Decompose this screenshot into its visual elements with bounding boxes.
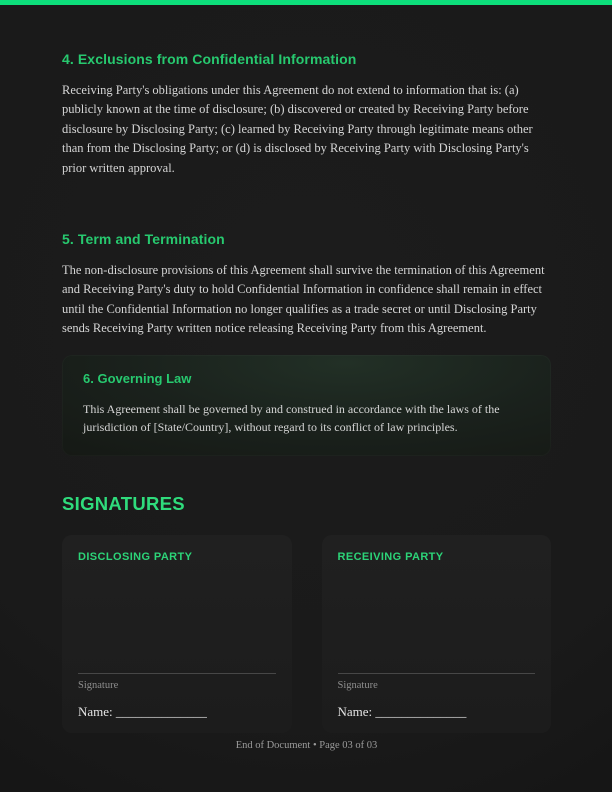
- section-term-termination: [62, 231, 551, 339]
- name-line: Name: ______________: [78, 703, 207, 719]
- signature-line: [338, 673, 536, 674]
- governing-law-callout: [62, 355, 551, 456]
- page-content: [0, 5, 612, 751]
- section-body-exclusions: Receiving Party's obligations under this Agreement do not extend to information that is: (a) publicly known at the time of disclosure; (b) discovered or created by Receiving Party before disclosure by Disclosing Party; (c) learned by Receiving Party through legitimate means other than from the Disclosing Party; or (d) is disclosed by Receiving Party with Disclosing Party's prior written approval.: [62, 83, 533, 175]
- signatures-title: SIGNATURES: [62, 492, 185, 514]
- signature-card-receiving-party: [322, 535, 552, 733]
- section-body-term: The non-disclosure provisions of this Agreement shall survive the termination of this Agreement and Receiving Party's duty to hold Confidential Information in confidence shall remain in effect until the Confidential Information no longer qualifies as a trade secret or until Disclosing Party sends Receiving Party written notice releasing Receiving Party from this Agreement.: [62, 263, 545, 336]
- section-heading-exclusions: 4. Exclusions from Confidential Information: [62, 51, 357, 67]
- signature-caption: Signature: [78, 679, 119, 691]
- signature-card-disclosing-party: [62, 535, 292, 733]
- signature-blank-area: [78, 563, 276, 673]
- signature-caption: Signature: [337, 679, 378, 691]
- section-heading-term: 5. Term and Termination: [62, 230, 225, 247]
- callout-body-governing-law: This Agreement shall be governed by and construed in accordance with the laws of the jurisdiction of [State/Country], without regard to its conflict of law principles.: [83, 401, 500, 434]
- signature-blank-area: [338, 563, 536, 673]
- section-exclusions: [62, 51, 551, 178]
- name-line: Name: ______________: [337, 703, 467, 719]
- party-label-disclosing: DISCLOSING PARTY: [78, 550, 193, 563]
- signature-grid: [62, 535, 551, 733]
- page-footer: End of Document • Page 03 of 03: [235, 739, 378, 751]
- party-label-receiving: RECEIVING PARTY: [337, 550, 444, 563]
- signature-line: [78, 673, 276, 674]
- callout-heading-governing-law: 6. Governing Law: [83, 370, 192, 386]
